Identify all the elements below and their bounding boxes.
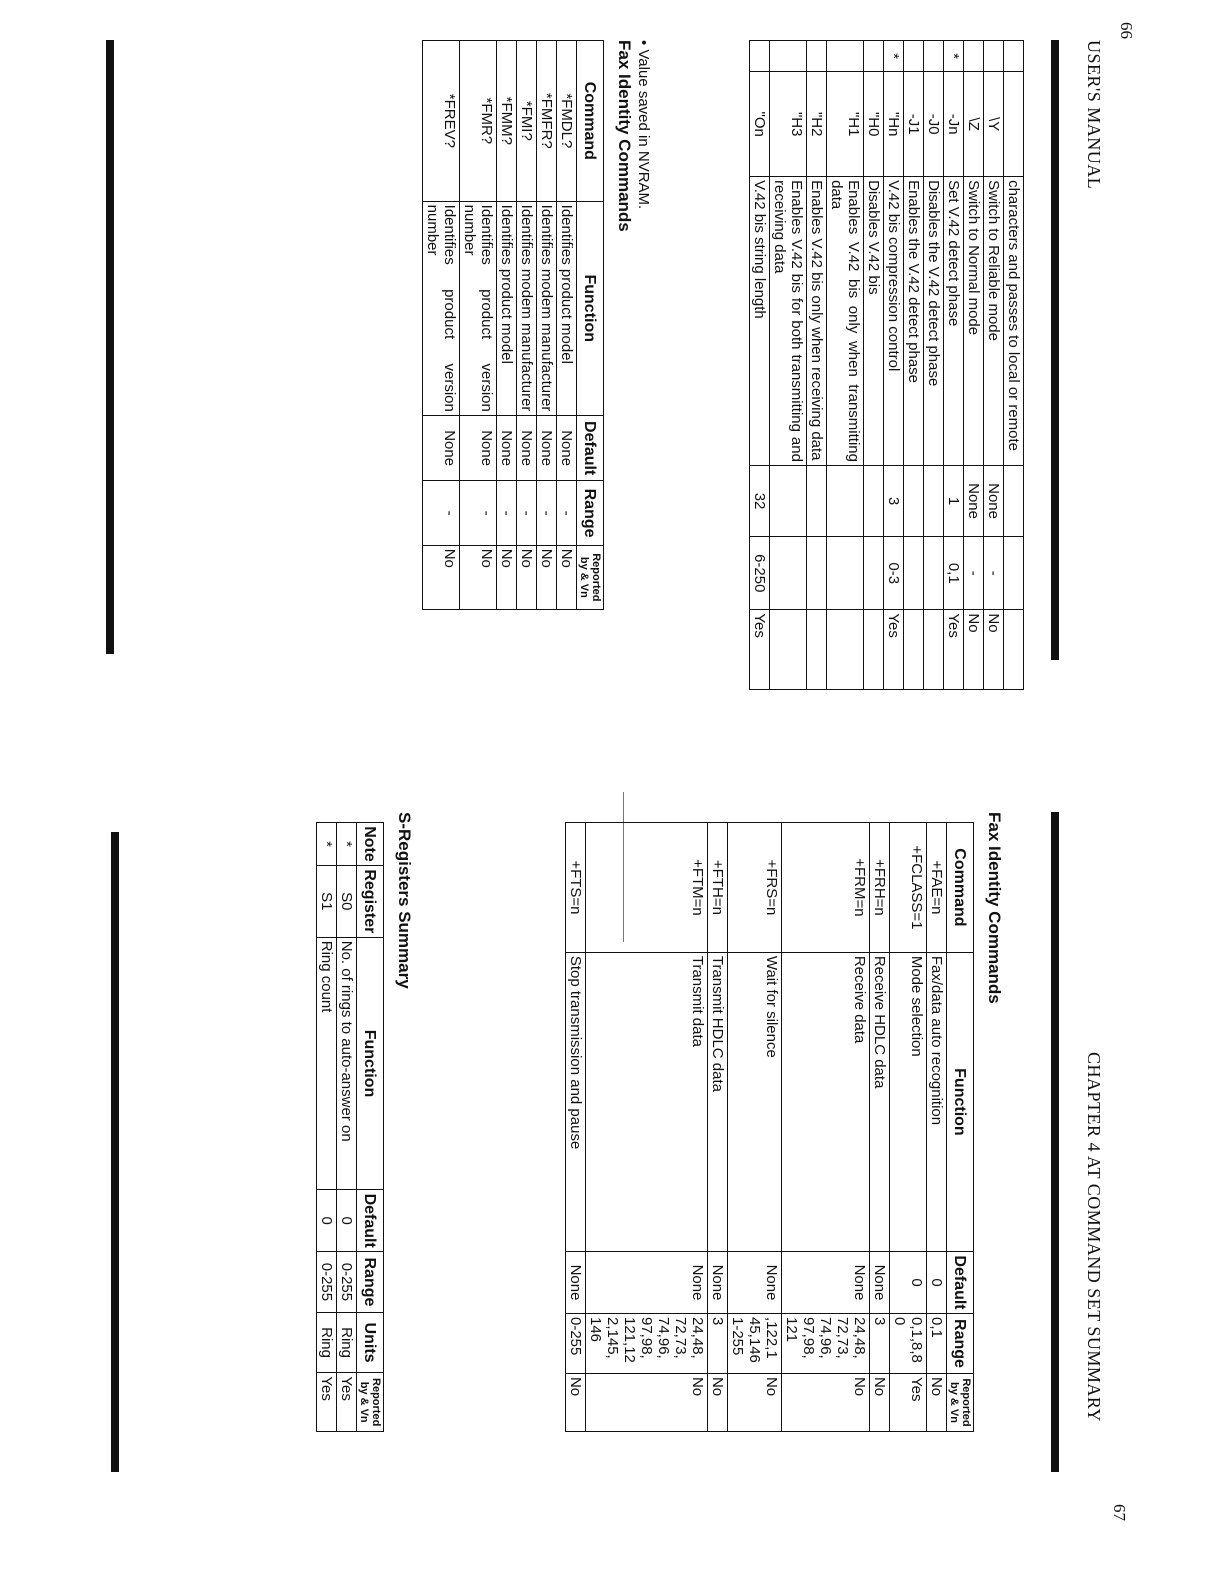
cell-note: [904, 41, 924, 72]
cell-note: [750, 41, 770, 72]
cell-range: [924, 537, 944, 610]
v42-row: [827, 41, 864, 690]
cell-default: 0: [927, 1252, 947, 1314]
cell-range: -: [497, 481, 517, 545]
cell-command: +FAE=n: [927, 823, 947, 953]
cell-note: *: [317, 823, 337, 866]
cell-range: 0-3: [884, 537, 904, 610]
cell-function: Enables the V.42 detect phase: [904, 177, 924, 466]
cell-range: 3: [870, 1314, 890, 1374]
cell-range: -: [460, 481, 497, 545]
col-register: Register: [357, 865, 384, 937]
cell-command: "H2: [807, 72, 827, 177]
sregisters-table: [316, 822, 384, 1432]
fax-row: [517, 41, 537, 610]
fax-identity-title-left: Fax Identity Commands: [615, 40, 634, 232]
cell-range: -: [964, 537, 984, 610]
cell-note: [770, 41, 807, 72]
cell-range: 0,1,8,8 0: [890, 1314, 927, 1374]
cell-note: [1004, 41, 1024, 72]
fax-row: [782, 823, 870, 1432]
cell-command: +FRS=n: [728, 823, 782, 953]
cell-note: *: [884, 41, 904, 72]
cell-reported: No: [782, 1373, 870, 1431]
cell-default: [924, 465, 944, 536]
cell-reported: No: [517, 545, 537, 609]
cell-default: None: [586, 1252, 708, 1314]
cell-range: [807, 537, 827, 610]
cell-register: S0: [337, 865, 357, 937]
col-range: Range: [357, 1252, 384, 1313]
cell-note: *: [944, 41, 964, 72]
cell-note: [984, 41, 1004, 72]
cell-function: Enables V.42 bis for both transmitting and receiving data: [770, 177, 807, 466]
fax-identity-table-right: [565, 822, 974, 1432]
col-command: Command: [577, 41, 604, 202]
cell-command: +FRM=n: [782, 823, 870, 953]
cell-default: None: [728, 1252, 782, 1314]
cell-reported: [807, 610, 827, 690]
cell-range: [864, 537, 884, 610]
cell-default: None: [984, 465, 1004, 536]
cell-reported: No: [557, 545, 577, 609]
cell-command: -J1: [904, 72, 924, 177]
cell-default: [864, 465, 884, 536]
fax-row: [708, 823, 728, 1432]
cell-function: Wait for silence: [728, 952, 782, 1251]
cell-range: -: [423, 481, 460, 545]
cell-reported: [904, 610, 924, 690]
cell-default: None: [708, 1252, 728, 1314]
v42-row: [750, 41, 770, 690]
cell-range: ,122,1 45,146 1-255: [728, 1314, 782, 1374]
cell-function: Identifies product version number: [460, 201, 497, 415]
cell-default: [770, 465, 807, 536]
cell-reported: No: [537, 545, 557, 609]
col-units: Units: [357, 1312, 384, 1373]
cell-command: "H3: [770, 72, 807, 177]
cell-default: None: [557, 415, 577, 481]
cell-units: Ring: [337, 1312, 357, 1373]
v42-row: [884, 41, 904, 690]
page-footer-right: CHAPTER 4 AT COMMAND SET SUMMARY: [1084, 1052, 1104, 1422]
fax-row: [890, 823, 927, 1432]
cell-range: -: [537, 481, 557, 545]
cell-range: [1004, 537, 1024, 610]
cell-range: -: [557, 481, 577, 545]
cell-reported: Yes: [890, 1373, 927, 1431]
cell-range: [827, 537, 864, 610]
cell-default: None: [964, 465, 984, 536]
cell-reported: No: [728, 1373, 782, 1431]
cell-command: +FTS=n: [566, 823, 586, 953]
cell-default: None: [870, 1252, 890, 1314]
cell-command: +FRH=n: [870, 823, 890, 953]
cell-range: 24,48, 72,73, 74,96, 97,98, 121: [782, 1314, 870, 1374]
cell-reported: No: [497, 545, 517, 609]
col-function: Function: [947, 952, 974, 1251]
cell-default: None: [566, 1252, 586, 1314]
cell-range: [770, 537, 807, 610]
fax-identity-title-right: Fax Identity Commands: [985, 812, 1004, 1004]
cell-note: [807, 41, 827, 72]
cell-range: 0-255: [566, 1314, 586, 1374]
cell-note: [864, 41, 884, 72]
cell-range: 24,48, 72,73, 74,96, 97,98, 121,12 2,145, 146: [586, 1314, 708, 1374]
cell-default: [904, 465, 924, 536]
cell-default: [1004, 465, 1024, 536]
col-function: Function: [357, 937, 384, 1190]
cell-function: V.42 bis string length: [750, 177, 770, 466]
cell-reported: Yes: [750, 610, 770, 690]
cell-default: 0: [890, 1252, 927, 1314]
col-note: Note: [357, 823, 384, 866]
col-function: Function: [577, 201, 604, 415]
cell-reported: Yes: [944, 610, 964, 690]
cell-reported: Yes: [337, 1373, 357, 1432]
col-range: Range: [577, 481, 604, 545]
cell-reported: [1004, 610, 1024, 690]
cell-function: Identifies product model: [557, 201, 577, 415]
v42-row: [984, 41, 1004, 690]
cell-reported: No: [708, 1373, 728, 1431]
cell-reported: Yes: [317, 1373, 337, 1432]
cell-note: [924, 41, 944, 72]
cell-function: Switch to Reliable mode: [984, 177, 1004, 466]
cell-command: *FMM?: [497, 41, 517, 202]
cell-range: 3: [708, 1314, 728, 1374]
fax-row: [557, 41, 577, 610]
cell-function: Enables V.42 bis only when receiving data: [807, 177, 827, 466]
v42-row: [944, 41, 964, 690]
cell-default: 3: [884, 465, 904, 536]
v42-row: [1004, 41, 1024, 690]
cell-function: Identifies product model: [497, 201, 517, 415]
sreg-row: [317, 823, 337, 1432]
cell-function: Ring count: [317, 937, 337, 1190]
cell-default: None: [517, 415, 537, 481]
cell-command: -Jn: [944, 72, 964, 177]
cell-function: Transmit HDLC data: [708, 952, 728, 1251]
cell-reported: No: [870, 1373, 890, 1431]
cell-function: Identifies product version number: [423, 201, 460, 415]
cell-command: "H1: [827, 72, 864, 177]
col-command: Command: [947, 823, 974, 953]
bottom-rule: [1051, 40, 1059, 660]
cell-range: -: [984, 537, 1004, 610]
cell-register: S1: [317, 865, 337, 937]
col-range: Range: [947, 1314, 974, 1374]
fax-row: [460, 41, 497, 610]
cell-reported: [770, 610, 807, 690]
cell-command: *FREV?: [423, 41, 460, 202]
cell-command: *FMDL?: [557, 41, 577, 202]
cell-default: [807, 465, 827, 536]
cell-function: Switch to Normal mode: [964, 177, 984, 466]
right-page: [0, 792, 1224, 1584]
cell-command: +FTH=n: [708, 823, 728, 953]
v42-row: [964, 41, 984, 690]
cell-reported: No: [586, 1373, 708, 1431]
v42-commands-table: [749, 40, 1024, 690]
cell-reported: No: [964, 610, 984, 690]
cell-reported: [924, 610, 944, 690]
page-footer-left: USER'S MANUAL: [1084, 40, 1104, 190]
cell-range: -: [517, 481, 537, 545]
cell-default: None: [460, 415, 497, 481]
cell-note: [964, 41, 984, 72]
page-number-left: 66: [1117, 22, 1136, 39]
cell-range: 0-255: [317, 1252, 337, 1313]
cell-reported: No: [460, 545, 497, 609]
cell-range: 0,1: [944, 537, 964, 610]
fax-row: [497, 41, 517, 610]
fax-row: [566, 823, 586, 1432]
cell-reported: No: [927, 1373, 947, 1431]
fax-row: [728, 823, 782, 1432]
fax-row: [586, 823, 708, 1432]
cell-function: V.42 bis compression control: [884, 177, 904, 466]
cell-command: *FMFR?: [537, 41, 557, 202]
col-default: Default: [357, 1190, 384, 1252]
sreg-row: [337, 823, 357, 1432]
col-reported: Reported by & Vn: [357, 1373, 384, 1432]
cell-reported: [864, 610, 884, 690]
cell-function: characters and passes to local or remote: [1004, 177, 1024, 466]
cell-command: *FMI?: [517, 41, 537, 202]
cell-default: 0: [317, 1190, 337, 1252]
top-rule: [106, 40, 114, 654]
v42-row: [864, 41, 884, 690]
cell-command: "On: [750, 72, 770, 177]
cell-default: 32: [750, 465, 770, 536]
cell-note: [827, 41, 864, 72]
cell-function: Mode selection: [890, 952, 927, 1251]
bottom-rule-right: [1051, 812, 1059, 1472]
cell-range: [904, 537, 924, 610]
cell-command: "H0: [864, 72, 884, 177]
cell-function: Transmit data: [586, 952, 708, 1251]
col-default: Default: [577, 415, 604, 481]
cell-default: 1: [944, 465, 964, 536]
v42-row: [924, 41, 944, 690]
fax-row: [423, 41, 460, 610]
cell-command: -J0: [924, 72, 944, 177]
cell-range: 0,1: [927, 1314, 947, 1374]
cell-reported: No: [984, 610, 1004, 690]
cell-function: Receive HDLC data: [870, 952, 890, 1251]
cell-default: [827, 465, 864, 536]
fax-row: [927, 823, 947, 1432]
col-reported: Reported by & Vn: [947, 1373, 974, 1431]
cell-command: +FCLASS=1: [890, 823, 927, 953]
page-number-right: 67: [1110, 1504, 1129, 1521]
cell-default: None: [782, 1252, 870, 1314]
cell-function: Identifies modem manufacturer: [517, 201, 537, 415]
col-reported: Reported by & Vn: [577, 545, 604, 609]
cell-default: 0: [337, 1190, 357, 1252]
cell-note: *: [337, 823, 357, 866]
cell-function: Identifies modem manufacturer: [537, 201, 557, 415]
cell-range: 0-255: [337, 1252, 357, 1313]
cell-default: None: [497, 415, 517, 481]
cell-reported: No: [423, 545, 460, 609]
fax-identity-table-left: [422, 40, 604, 610]
nvram-note: • Value saved in NVRAM.: [635, 40, 652, 210]
cell-command: \Z: [964, 72, 984, 177]
cell-function: Set V.42 detect phase: [944, 177, 964, 466]
cell-command: +FTM=n: [586, 823, 708, 953]
cell-function: Receive data: [782, 952, 870, 1251]
cell-command: *FMR?: [460, 41, 497, 202]
cell-function: Stop transmission and pause: [566, 952, 586, 1251]
sreg-title: S-Registers Summary: [395, 812, 414, 989]
cell-command: \Y: [984, 72, 1004, 177]
top-rule-right: [111, 832, 119, 1472]
cell-units: Ring: [317, 1312, 337, 1373]
cell-reported: Yes: [884, 610, 904, 690]
cell-function: Disables the V.42 detect phase: [924, 177, 944, 466]
cell-default: None: [423, 415, 460, 481]
cell-function: No. of rings to auto-answer on: [337, 937, 357, 1190]
cell-default: None: [537, 415, 557, 481]
col-default: Default: [947, 1252, 974, 1314]
cell-command: [1004, 72, 1024, 177]
cell-command: "Hn: [884, 72, 904, 177]
cell-function: Disables V.42 bis: [864, 177, 884, 466]
cell-reported: [827, 610, 864, 690]
cell-function: Enables V.42 bis only when transmitting data: [827, 177, 864, 466]
cell-function: Fax/data auto recognition: [927, 952, 947, 1251]
v42-row: [807, 41, 827, 690]
v42-row: [770, 41, 807, 690]
fax-row: [537, 41, 557, 610]
fax-row: [870, 823, 890, 1432]
cell-reported: No: [566, 1373, 586, 1431]
v42-row: [904, 41, 924, 690]
cell-range: 6-250: [750, 537, 770, 610]
